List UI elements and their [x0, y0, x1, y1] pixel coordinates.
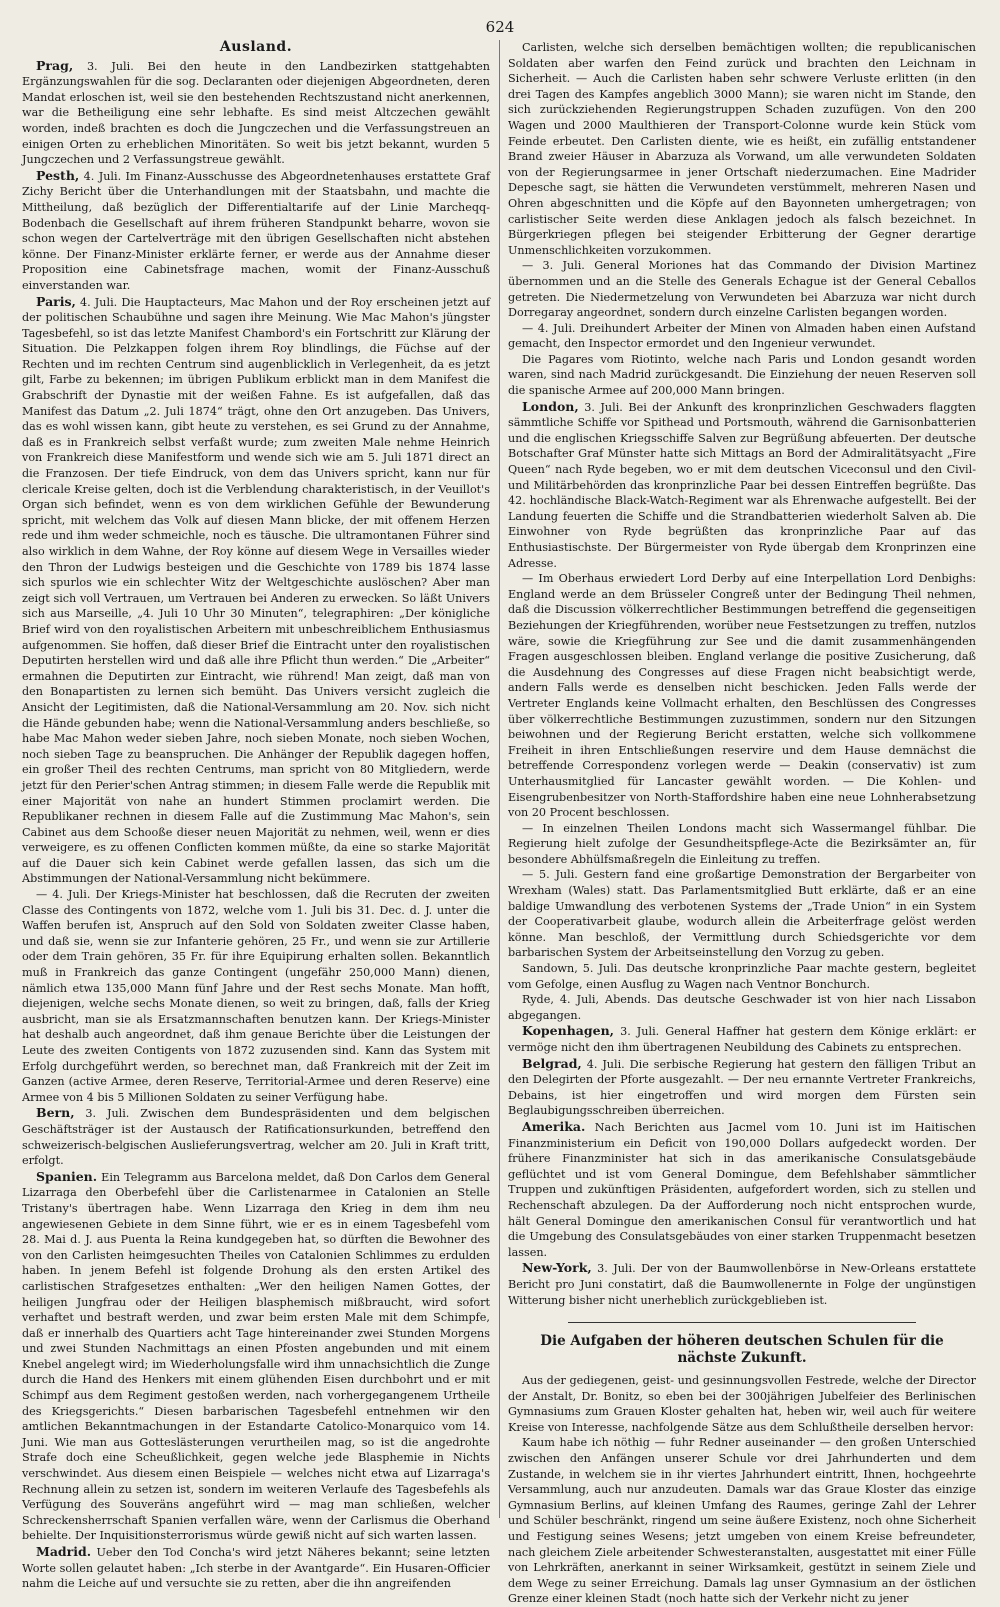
article-text: Der von der Baumwollenbörse in New-Orleans erstattete Bericht pro Juni constatirt, daß die Baumwollenernte in Folge der ungünstigen Witterung bisher nicht unerheblich zurückgeblieben ist. — [508, 1262, 976, 1307]
section-heading: Ausland. — [219, 39, 293, 55]
article-text: Nach Berichten aus Jacmel vom 10. Juni ist im Haitischen Finanzministerium ein Deficit von 190,000 Dollars aufgedeckt worden. Der frühere Finanzminister hat sich in das amerikanische Consulatsgebäude geflüchtet und ist vom General Domingue, dem Befehlshaber sämmtlicher Truppen und zukünftigen Präsidenten, aufgefordert worden, sich zu stellen und Rechenschaft abzulegen. Da der Aufforderung noch nicht entsprochen wurde, hält General Domingue den amerikanischen Consul für verantwortlich und hat die Umgebung des Consulatsgebäudes von einer starken Truppenmacht besetzen lassen. — [508, 1120, 976, 1259]
news-article — [22, 887, 490, 1105]
article-date: — 3. Juli. — [522, 259, 585, 273]
article-text: Dreihundert Arbeiter der Minen von Almaden haben einen Aufstand gemacht, den Inspector ermordet und den Ingenieur verwundet. — [508, 321, 976, 351]
article-text: — In einzelnen Theilen Londons macht sich Wassermangel fühlbar. Die Regierung hielt zufolge der Gesundheitspflege-Acte die Bezirksämter an, für besondere Abhülfsmaßregeln die Einleitung zu treffen. — [508, 821, 976, 866]
article-place: Madrid. — [36, 1544, 92, 1559]
article-place: Paris, — [36, 293, 76, 309]
article-text: Ueber den Tod Concha's wird jetzt Näheres bekannt; seine letzten Worte sollen gelautet haben: „Ich sterbe in der Avantgarde“. Ein Husaren-Officier nahm die Leiche auf und versuchte sie zu retten, aber die ihn angreifenden — [22, 1546, 490, 1591]
article-place: Belgrad, — [522, 1055, 582, 1071]
page-number: 624 — [485, 18, 515, 36]
article-place: Prag, — [36, 57, 74, 73]
article-text: Die serbische Regierung hat gestern den fälligen Tribut an den Delegirten der Pforte ausgezahlt. — Der neu ernannte Vertreter Frankreichs, Debains, ist hier eingetroffen und wird morgen dem Fürsten sein Beglaubigungsschreiben überreichen. — [508, 1057, 976, 1118]
article-date: 3. Juli. — [86, 59, 134, 73]
news-article — [22, 1169, 490, 1544]
news-article — [22, 294, 490, 888]
article-place: Kopenhagen, — [522, 1023, 615, 1039]
article-text: Gestern fand eine großartige Demonstration der Bergarbeiter von Wrexham (Wales) statt. Das Parlamentsmitglied Butt erklärte, daß er an eine baldige Umwandlung des verbotenen Systems der „Trade Union“ in ein System der Cooperativarbeit glaube, wodurch allein die Arbeiterfrage gelöst werden könne. Man beschloß, der Vermittlung durch Schiedsgerichte vor dem barbarischen System der Arbeitseinstellung den Vorzug zu geben. — [508, 868, 976, 960]
news-article — [508, 867, 976, 961]
article-date: 3. Juli. — [584, 400, 623, 414]
left-column — [22, 39, 491, 1591]
article-text: Bei den heute in den Landbezirken stattgehabten Ergänzungswahlen für die sog. Declaranten oder diejenigen Abgeordneten, deren Mandat erloschen ist, weil sie den bestehenden Rechtszustand nicht anerkennen, war die Betheiligung eine sehr lebhafte. Es sind meist Altczechen gewählt worden, indeß brachten es doch die Jungczechen und die Verfassungstreuen an einigen Orten zu erheblichen Minoritäten. So weit bis jetzt bekannt, wurden 5 Jungczechen und 2 Verfassungstreue gewählt. — [22, 59, 490, 167]
news-article — [508, 1260, 976, 1308]
feature-title: Die Aufgaben der höheren deutschen Schulen für die nächste Zukunft. — [540, 1333, 944, 1367]
news-article — [22, 1105, 490, 1168]
article-text: Ryde, 4. Juli, Abends. Das deutsche Geschwader ist von hier nach Lissabon abgegangen. — [508, 993, 976, 1022]
article-date: 4. Juli. — [83, 169, 122, 183]
news-article — [508, 321, 976, 352]
news-article — [508, 1056, 976, 1119]
right-column — [508, 40, 977, 1606]
article-text: General Moriones hat das Commando der Division Martinez übernommen und an die Stelle des Generals Echague ist der General Ceballos getreten. Die Niedermetzelung von Verwundeten bei Abarzuza war nicht durch Dorregaray angeordnet, sondern durch einzelne Carlisten begangen worden. — [508, 259, 977, 320]
news-article — [508, 352, 976, 399]
article-date: 4. Juli. — [80, 295, 118, 309]
article-text: Der Kriegs-Minister hat beschlossen, daß die Recruten der zweiten Classe des Contingents von 1872, welche vom 1. Juli bis 31. Dec. d. J. unter die Waffen berufen ist, Anspruch auf den Sold von Soldaten zweiter Classe haben, und daß sie, wenn sie zur Infanterie gehören, 25 Fr., und wenn sie zur Artillerie oder dem Train gehören, 35 Fr. für ihre Equipirung erhalten sollen. Bekanntlich muß in Frankreich das ganze Contingent (ungefähr 250,000 Mann) dienen, nämlich etwa 135,000 Mann fünf Jahre und der Rest sechs Monate. Man hofft, diejenigen, welche sechs Monate dienen, so weit zu bringen, daß, falls der Krieg ausbricht, man sie als Ersatzmannschaften benutzen kann. Der Kriegs-Minister hat deshalb auch angeordnet, daß ihm genaue Berichte über die Leistungen der Leute des zweiten Contigents von 1872 zuzusenden sind. Kann das System mit Erfolg durchgeführt werden, so berechnet man, daß Frankreich mit der Zeit im Ganzen (active Armee, deren Reserve, Territorial-Armee und deren Reserve) eine Armee von 4 bis 5 Millionen Soldaten zu seiner Verfügung habe. — [22, 888, 490, 1104]
news-article — [508, 399, 976, 572]
article-text: Die Hauptacteurs, Mac Mahon und der Roy erscheinen jetzt auf der politischen Schaubühne und sagen ihre Meinung. Wie Mac Mahon's jüngster Tagesbefehl, so ist das letzte Manifest Chambord's ein Fortschritt zur Klärung der Situation. Die Pelzkappen folgen ihrem Roy blindlings, die Füchse auf der Rechten und im rechten Centrum sind augenblicklich in Verlegenheit, da es jetzt gilt, Farbe zu bekennen; im übrigen Publikum erblickt man in dem Manifest die Grabschrift der Dynastie mit der weißen Fahne. Es ist aufgefallen, daß das Manifest das Datum „2. Juli 1874“ trägt, ohne den Ort anzugeben. Das Univers, das es wohl wissen kann, gibt heute zu verstehen, es sei Grund zu der Annahme, daß es in Frankreich selbst verfaßt wurde; zum zweiten Male nehme Heinrich von Frankreich diese Manifestform und wende sich wie am 5. Juli 1871 direct an die Franzosen. Der tiefe Eindruck, von dem das Univers spricht, kann nur für clericale Kreise gelten, doch ist die Verblendung charakteristisch, in der Veuillot's Organ sich befindet, wenn es von dem wirklichen Gefühle der Bewunderung spricht, mit welchem das Volk auf diesen Mann blicke, der mit offenem Herzen rede und ihm weder schmeichle, noch es täusche. Die ultramontanen Führer sind also wirklich in dem Wahne, der Roy könne auf diesem Wege in Versailles wieder den Thron der Ludwigs besteigen und die Geschichte von 1789 bis 1874 lasse sich spurlos wie ein schlechter Witz der Weltgeschichte auslöschen? Aber man zeigt sich voll Vertrauen, um Vertrauen bei Anderen zu erwecken. So läßt Univers sich aus Marseille, „4. Juli 10 Uhr 30 Minuten“, telegraphiren: „Der königliche Brief wird von den royalistischen Arbeitern mit unbeschreiblichem Enthusiasmus aufgenommen. Sie hoffen, daß dieser Brief die Eintracht unter den royalistischen Deputirten herstellen wird und daß alle ihre Pflicht thun werden.“ Die „Arbeiter“ ermahnen die Deputirten zur Eintracht, wie rührend! Man zeigt, daß man von den Bonapartisten zu lernen sich bemüht. Das Univers versicht zugleich die Ansicht der Legitimisten, daß die National-Versammlung am 20. Nov. sich nicht die Hände gebunden habe; wenn die National-Versammlung anders beschließe, so habe Mac Mahon weder sieben Jahre, noch sieben Monate, noch sieben Wochen, noch sieben Tage zu beanspruchen. Die Anhänger der Republik dagegen hoffen, ein großer Theil des rechten Centrums, man spricht von 80 Mitgliedern, werde jetzt für den Perier'schen Antrag stimmen; in diesem Falle werde die Republik mit einer Majorität von nahe an hundert Stimmen proclamirt werden. Die Republikaner rechnen in diesem Falle auf die Zustimmung Mac Mahon's, sein Cabinet aus dem Schooße dieser neuen Majorität zu nehmen, weil, wenn er dies verweigere, es zu offenen Conflicten kommen müßte, da eine so starke Majorität auf die Dauer sich kein Cabinet werde gefallen lassen, das sich um die Abstimmungen der National-Versammlung nicht bekümmere. — [22, 295, 491, 886]
column-divider — [499, 40, 500, 1518]
article-place: Bern, — [36, 1105, 75, 1121]
article-date: 3. Juli. — [620, 1025, 660, 1039]
right-article-list — [508, 40, 976, 1308]
article-date: 3. Juli. — [85, 1107, 130, 1121]
article-date: — 5. Juli. — [522, 868, 578, 882]
feature-divider — [568, 1322, 916, 1323]
article-date: — 4. Juli. — [36, 888, 91, 902]
article-text: — Im Oberhaus erwiedert Lord Derby auf eine Interpellation Lord Denbighs: England werde an dem Brüsseler Congreß unter der Bedingung Theil nehmen, daß die Discussion völkerrechtlicher Bestimmungen betreffend die gegenseitigen Beziehungen der Kriegführenden, worüber neue Festsetzungen zu treffen, nutzlos wäre, sowie die Kriegführung zur See und die damit zusammenhängenden Fragen ausgeschlossen bleiben. England verlange die positive Zusicherung, daß die Ausdehnung des Congresses auf diese Fragen nicht beabsichtigt werde, andern Falls werde es denselben nicht beschicken. Jeden Falls werde der Vertreter Englands keine Vollmacht erhalten, den Beschlüssen des Congresses über völkerrechtliche Bestimmungen zuzustimmen, sondern nur den Sitzungen beiwohnen und der Regierung Bericht erstatten, welche sich vollkommene Freiheit in ihren Entschließungen reservire und dem Hause demnächst die betreffende Correspondenz vorlegen werde — Deakin (conservativ) ist zum Unterhausmitglied für Lancaster gewählt worden. — Die Kohlen- und Eisengrubenbesitzer von North-Staffordshire haben eine neue Lohnherabsetzung von 20 Procent beschlossen. — [508, 572, 977, 820]
news-article — [508, 571, 976, 821]
feature-paragraph: Aus der gediegenen, geist- und gesinnungsvollen Festrede, welche der Director der Anstalt, Dr. Bonitz, so eben bei der 300jährigen Jubelfeier des Berlinischen Gymnasiums zum Grauen Kloster gehalten hat, heben wir, weil auch für weitere Kreise von Interesse, nachfolgende Sätze aus dem Schlußtheile derselben hervor: — [508, 1374, 976, 1434]
news-article — [508, 821, 976, 868]
article-text: General Haffner hat gestern dem Könige erklärt: er vermöge nicht den ihm übertragenen Neubildung des Cabinets zu entsprechen. — [508, 1025, 976, 1054]
article-text: Zwischen dem Bundespräsidenten und dem belgischen Geschäftsträger ist der Austausch der Ratificationsurkunden, betreffend den schweizerisch-belgischen Auslieferungsvertrag, welcher am 20. Juli in Kraft tritt, erfolgt. — [22, 1107, 491, 1168]
news-article — [22, 168, 490, 294]
article-date: 4. Juli. — [586, 1057, 625, 1071]
news-article — [22, 58, 490, 168]
news-article — [508, 961, 976, 992]
feature-body — [508, 1373, 976, 1607]
article-place: Amerika. — [522, 1118, 586, 1134]
article-place: Pesth, — [36, 167, 80, 183]
news-article — [508, 992, 976, 1023]
left-article-list — [22, 58, 490, 1592]
article-text: Bei der Ankunft des kronprinzlichen Geschwaders flaggten sämmtliche Schiffe vor Spithead und Portsmouth, während die Garnisonbatterien und die englischen Kriegsschiffe Salven zur Begrüßung abfeuerten. Der deutsche Botschafter Graf Münster hatte sich Mittags an Bord der Admiralitätsyacht „Fire Queen“ nach Ryde begeben, wo er mit dem deutschen Viceconsul und den Civil- und Militärbehörden das kronprinzliche Paar bei dessen Eintreffen begrüßte. Das 42. hochländische Black-Watch-Regiment war als Ehrenwache aufgestellt. Bei der Landung feuerten die Schiffe und die Strandbatterien wiederholt Salven ab. Die Einwohner von Ryde begrüßten das kronprinzliche Paar auf das Enthusiastischste. Der Bürgermeister von Ryde übergab dem Kronprinzen eine Adresse. — [508, 400, 976, 570]
feature-paragraph: Kaum habe ich nöthig — fuhr Redner auseinander — den großen Unterschied zwischen den Anfängen unserer Schule vor drei Jahrhunderten und dem Zustande, in welchem sie in ihr viertes Jahrhundert eintritt, Ihnen, hochgeehrte Versammlung, auch nur anzudeuten. Damals war das Graue Kloster das einzige Gymnasium Berlins, auf kleinen Umfang des Raumes, geringe Zahl der Lehrer und Schüler beschränkt, ringend um seine äußere Existenz, noch ohne Sicherheit und Festigung seines Wesens; jetzt umgeben von einem Kreise befreundeter, nach gleichem Ziele arbeitender Schwesteranstalten, ausgestattet mit einer Fülle von Lehrkräften, anerkannt in seiner Wirksamkeit, gestützt in seinem Ziele und dem Wege zu seiner Erreichung. Damals lag unser Gymnasium an der östlichen Grenze einer kleinen Stadt (noch hatte sich der Verkehr nicht zu jener — [508, 1436, 976, 1606]
article-text: Sandown, 5. Juli. Das deutsche kronprinzliche Paar machte gestern, begleitet vom Gefolge, einen Ausflug zu Wagen nach Ventnor Bonchurch. — [508, 962, 976, 991]
article-date: 3. Juli. — [597, 1262, 636, 1276]
article-text: Carlisten, welche sich derselben bemächtigen wollten; die republicanischen Soldaten aber warfen den Feind zurück und brachten den Leichnam in Sicherheit. — Auch die Carlisten haben sehr schwere Verluste erlitten (in den drei Tagen des Kampfes angeblich 3000 Mann); sie waren nicht im Stande, den sich zurückziehenden Regierungstruppen Schaden zuzufügen. Von den 200 Wagen und 2000 Maulthieren der Transport-Colonne wurde kein Stück vom Feinde erbeutet. Den Carlisten diente, wie es heißt, ein zufällig entstandener Brand zweier Häuser in Abarzuza als Vorwand, um alle verwundeten Soldaten von der Regierungsarmee in jener Ortschaft niederzumachen. Eine Madrider Depesche sagt, sie hätten die Verwundeten verstümmelt, mehreren Nasen und Ohren abgeschnitten und die Köpfe auf den Bayonneten umhergetragen; von carlistischer Seite werden diese Anklagen jedoch als falsch bezeichnet. In Bürgerkriegen pflegen bei steigender Erbitterung der Gegner derartige Unmenschlichkeiten vorzukommen. — [508, 41, 976, 257]
news-article — [508, 40, 976, 258]
article-text: Ein Telegramm aus Barcelona meldet, daß Don Carlos dem General Lizarraga den Oberbefehl über die Carlistenarmee in Catalonien an Stelle Tristany's übertragen habe. Wenn Lizarraga den Krieg in dem ihm neu angewiesenen Gebiete in dem Sinne führt, wie er es in einem Tagesbefehl vom 28. Mai d. J. aus Puenta la Reina kundgegeben hat, so dürften die Bewohner des von den Carlisten heimgesuchten Theiles von Catalonien Schlimmes zu erdulden haben. In jenem Befehl ist folgende Drohung als den ersten Artikel des carlistischen Strafgesetzes enthalten: „Wer den heiligen Namen Gottes, der heiligen Jungfrau oder der Heiligen blasphemisch mißbraucht, wird sofort verhaftet und bestraft werden, und zwar beim ersten Male mit dem Schimpfe, daß er innerhalb des Quartiers acht Tage hintereinander zwei Stunden Morgens und zwei Stunden Nachmittags an einen Pfosten angebunden und mit einem Knebel angelegt wird; im Wiederholungsfalle wird ihm unnachsichtlich die Zunge durch die Hand des Henkers mit einem glühenden Eisen durchbohrt und er mit Schimpf aus dem Regiment gestoßen werden, nach vorhergegangenem Urtheile des Kriegsgerichts.“ Diesen barbarischen Tagesbefehl entnehmen wir den amtlichen Bekanntmachungen in der Estandarte Catolico-Monarquico vom 14. Juni. Wie man aus Gotteslästerungen verurtheilen mag, so ist die angedrohte Strafe doch eine Scheußlichkeit, gegen welche jede Blasphemie in Nichts verschwindet. Aus diesem einen Beispiele — welches nicht etwa auf Lizarraga's Rechnung allein zu setzen ist, sondern im weiteren Verlaufe des Tagesbefehls als Verfügung des Souveräns angeführt wird — mag man schließen, welcher Schreckensherrschaft Spanien verfallen wäre, wenn der Carlismus die Oberhand behielte. Der Inquisitionsterrorismus würde gewiß nicht auf sich warten lassen. — [22, 1170, 490, 1543]
news-article — [508, 1023, 976, 1055]
article-place: London, — [522, 398, 579, 414]
article-text: Im Finanz-Ausschusse des Abgeordnetenhauses erstattete Graf Zichy Bericht über die Unterhandlungen mit der Staatsbahn, und machte die Mittheilung, daß bezüglich der Differentialtarife auf der Linie Marcheqq-Bodenbach die Gesellschaft auf ihrem früheren Standpunkt beharre, wovon sie schon wegen der Cartelverträge mit den übrigen Gesellschaften nicht abstehen könne. Der Finanz-Minister erklärte ferner, er werde aus der Annahme dieser Proposition eine Cabinetsfrage machen, womit der Finanz-Ausschuß einverstanden war. — [22, 169, 490, 292]
news-article — [508, 258, 976, 320]
article-place: Spanien. — [36, 1168, 98, 1184]
article-text: Die Pagares vom Riotinto, welche nach Paris und London gesandt worden waren, sind nach Madrid zurückgesandt. Die Einziehung der neuen Reserven soll die spanische Armee auf 200,000 Mann bringen. — [508, 352, 976, 398]
article-date: — 4. Juli. — [522, 321, 576, 335]
news-article — [508, 1119, 976, 1260]
article-place: New-York, — [522, 1260, 592, 1276]
news-article — [22, 1544, 490, 1592]
